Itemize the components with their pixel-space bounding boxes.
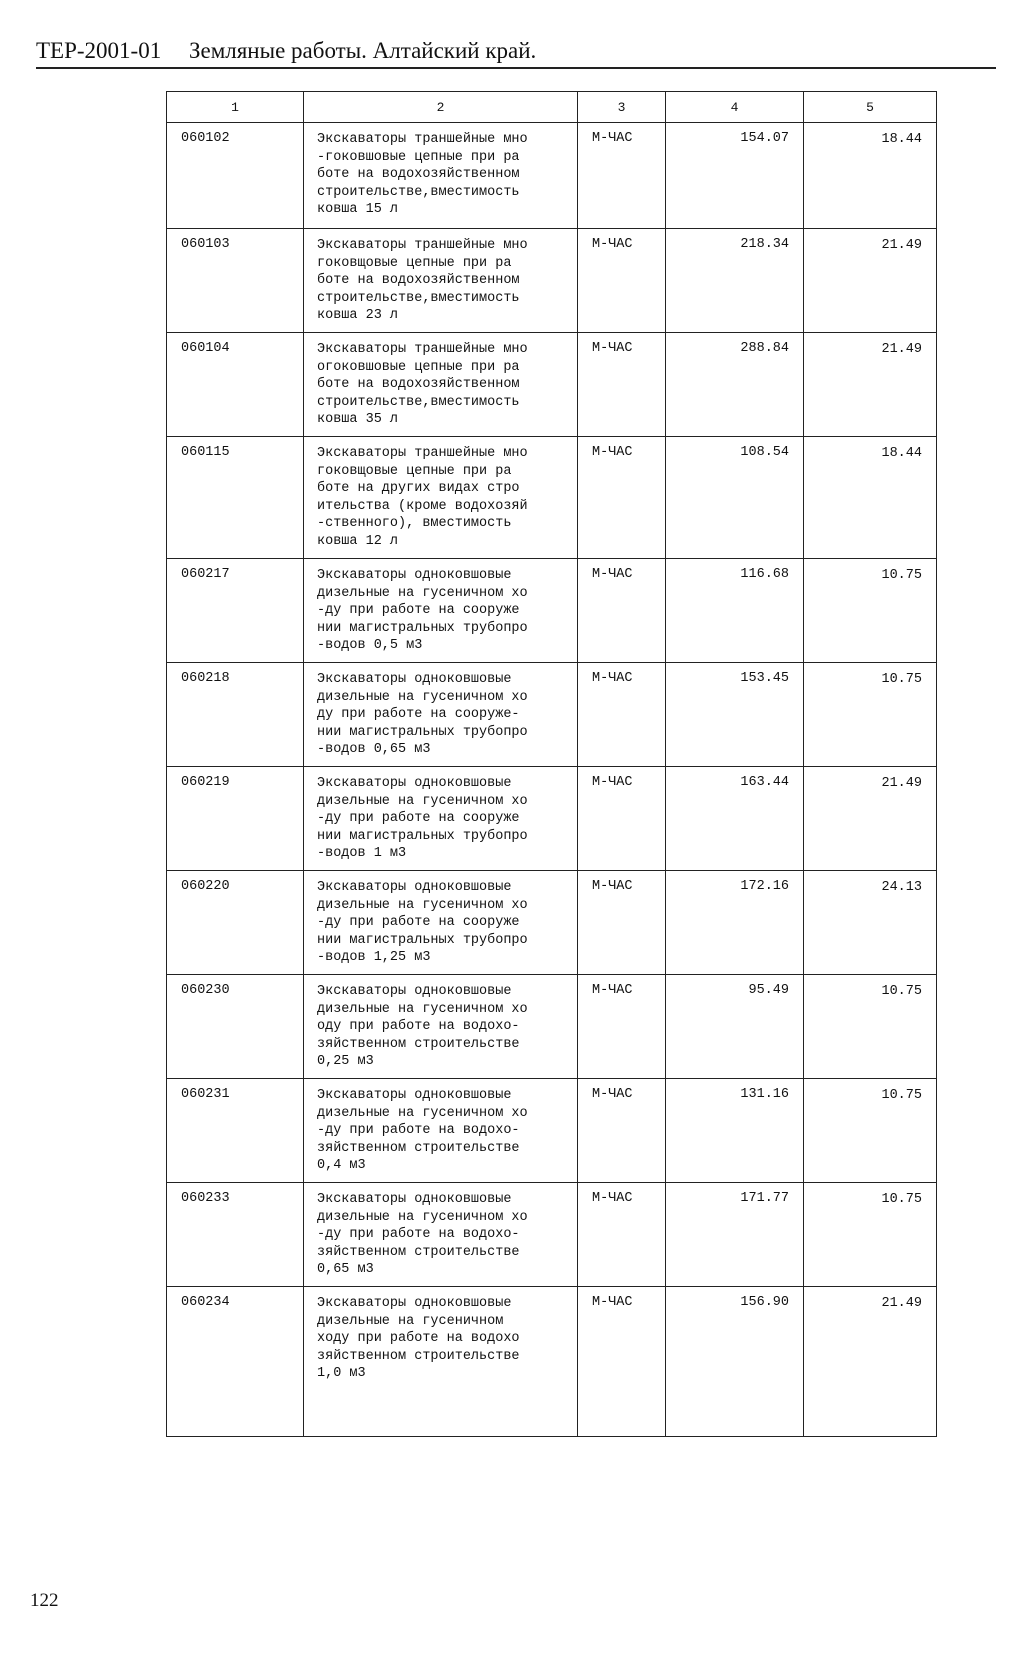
resource-description: Экскаваторы одноковшовые дизельные на гусеничном хо -ду при работе на сооруже нии магистральных трубопро -водов 1,25 м3 [304, 871, 578, 975]
unit-of-measure: М-ЧАС [578, 1183, 666, 1287]
wage-value: 21.49 [804, 1287, 937, 1437]
table-row [167, 975, 937, 1079]
resource-description: Экскаваторы одноковшовые дизельные на гусеничном хо -ду при работе на сооруже нии магистральных трубопро -водов 0,5 м3 [304, 559, 578, 663]
resource-code: 060217 [167, 559, 304, 663]
table-row [167, 871, 937, 975]
resource-code: 060219 [167, 767, 304, 871]
unit-of-measure: М-ЧАС [578, 767, 666, 871]
machine-hour-price: 156.90 [666, 1287, 804, 1437]
resource-code: 060115 [167, 437, 304, 559]
table-row [167, 1079, 937, 1183]
unit-of-measure: М-ЧАС [578, 871, 666, 975]
unit-of-measure: М-ЧАС [578, 333, 666, 437]
resource-code: 060233 [167, 1183, 304, 1287]
resource-code: 060102 [167, 123, 304, 229]
column-header: 2 [304, 92, 578, 123]
unit-of-measure: М-ЧАС [578, 663, 666, 767]
column-header: 4 [666, 92, 804, 123]
resource-description: Экскаваторы одноковшовые дизельные на гусеничном хо ду при работе на сооруже- нии магистральных трубопро -водов 0,65 м3 [304, 663, 578, 767]
machine-hour-price: 171.77 [666, 1183, 804, 1287]
document-title: Земляные работы. Алтайский край. [188, 38, 537, 63]
resource-description: Экскаваторы траншейные мно гоковщовые цепные при ра боте на других видах стро ительства (кроме водохозяй -ственного), вместимость ковша 12 л [304, 437, 578, 559]
table-row [167, 1183, 937, 1287]
wage-value: 10.75 [804, 975, 937, 1079]
resource-description: Экскаваторы траншейные мно огоковшовые цепные при ра боте на водохозяйственном строительстве,вместимость ковша 35 л [304, 333, 578, 437]
wage-value: 21.49 [804, 229, 937, 333]
table-row [167, 1287, 937, 1437]
resource-code: 060230 [167, 975, 304, 1079]
column-header: 3 [578, 92, 666, 123]
table-row [167, 229, 937, 333]
unit-of-measure: М-ЧАС [578, 559, 666, 663]
machine-hour-price: 154.07 [666, 123, 804, 229]
table-row [167, 437, 937, 559]
unit-of-measure: М-ЧАС [578, 437, 666, 559]
machine-hour-price: 172.16 [666, 871, 804, 975]
resource-code: 060103 [167, 229, 304, 333]
column-header: 1 [167, 92, 304, 123]
wage-value: 10.75 [804, 559, 937, 663]
table-row [167, 663, 937, 767]
machine-hour-price: 131.16 [666, 1079, 804, 1183]
wage-value: 18.44 [804, 437, 937, 559]
wage-value: 21.49 [804, 333, 937, 437]
table-row [167, 559, 937, 663]
unit-of-measure: М-ЧАС [578, 1079, 666, 1183]
machine-hour-price: 116.68 [666, 559, 804, 663]
wage-value: 10.75 [804, 1183, 937, 1287]
unit-of-measure: М-ЧАС [578, 1287, 666, 1437]
unit-of-measure: М-ЧАС [578, 123, 666, 229]
resource-code: 060218 [167, 663, 304, 767]
resource-description: Экскаваторы одноковшовые дизельные на гусеничном хо оду при работе на водохо- зяйственном строительстве 0,25 м3 [304, 975, 578, 1079]
wage-value: 18.44 [804, 123, 937, 229]
machine-hour-price: 288.84 [666, 333, 804, 437]
price-table [166, 91, 937, 1437]
document-code: ТЕР-2001-01 [36, 38, 162, 63]
machine-hour-price: 108.54 [666, 437, 804, 559]
wage-value: 21.49 [804, 767, 937, 871]
wage-value: 24.13 [804, 871, 937, 975]
machine-hour-price: 218.34 [666, 229, 804, 333]
table-row [167, 123, 937, 229]
table-row [167, 333, 937, 437]
table-row [167, 767, 937, 871]
resource-description: Экскаваторы одноковшовые дизельные на гусеничном хо -ду при работе на сооруже нии магистральных трубопро -водов 1 м3 [304, 767, 578, 871]
resource-description: Экскаваторы траншейные мно -гоковшовые цепные при ра боте на водохозяйственном строительстве,вместимость ковша 15 л [304, 123, 578, 229]
page-number: 122 [30, 1590, 59, 1611]
resource-description: Экскаваторы одноковшовые дизельные на гусеничном ходу при работе на водохо зяйственном строительстве 1,0 м3 [304, 1287, 578, 1437]
machine-hour-price: 163.44 [666, 767, 804, 871]
page-header [36, 38, 996, 69]
column-number-row [167, 92, 937, 123]
machine-hour-price: 95.49 [666, 975, 804, 1079]
resource-description: Экскаваторы одноковшовые дизельные на гусеничном хо -ду при работе на водохо- зяйственном строительстве 0,65 м3 [304, 1183, 578, 1287]
resource-description: Экскаваторы траншейные мно гоковщовые цепные при ра боте на водохозяйственном строительстве,вместимость ковша 23 л [304, 229, 578, 333]
wage-value: 10.75 [804, 663, 937, 767]
resource-description: Экскаваторы одноковшовые дизельные на гусеничном хо -ду при работе на водохо- зяйственном строительстве 0,4 м3 [304, 1079, 578, 1183]
column-header: 5 [804, 92, 937, 123]
resource-code: 060104 [167, 333, 304, 437]
resource-code: 060231 [167, 1079, 304, 1183]
resource-code: 060234 [167, 1287, 304, 1437]
machine-hour-price: 153.45 [666, 663, 804, 767]
unit-of-measure: М-ЧАС [578, 975, 666, 1079]
unit-of-measure: М-ЧАС [578, 229, 666, 333]
wage-value: 10.75 [804, 1079, 937, 1183]
resource-code: 060220 [167, 871, 304, 975]
